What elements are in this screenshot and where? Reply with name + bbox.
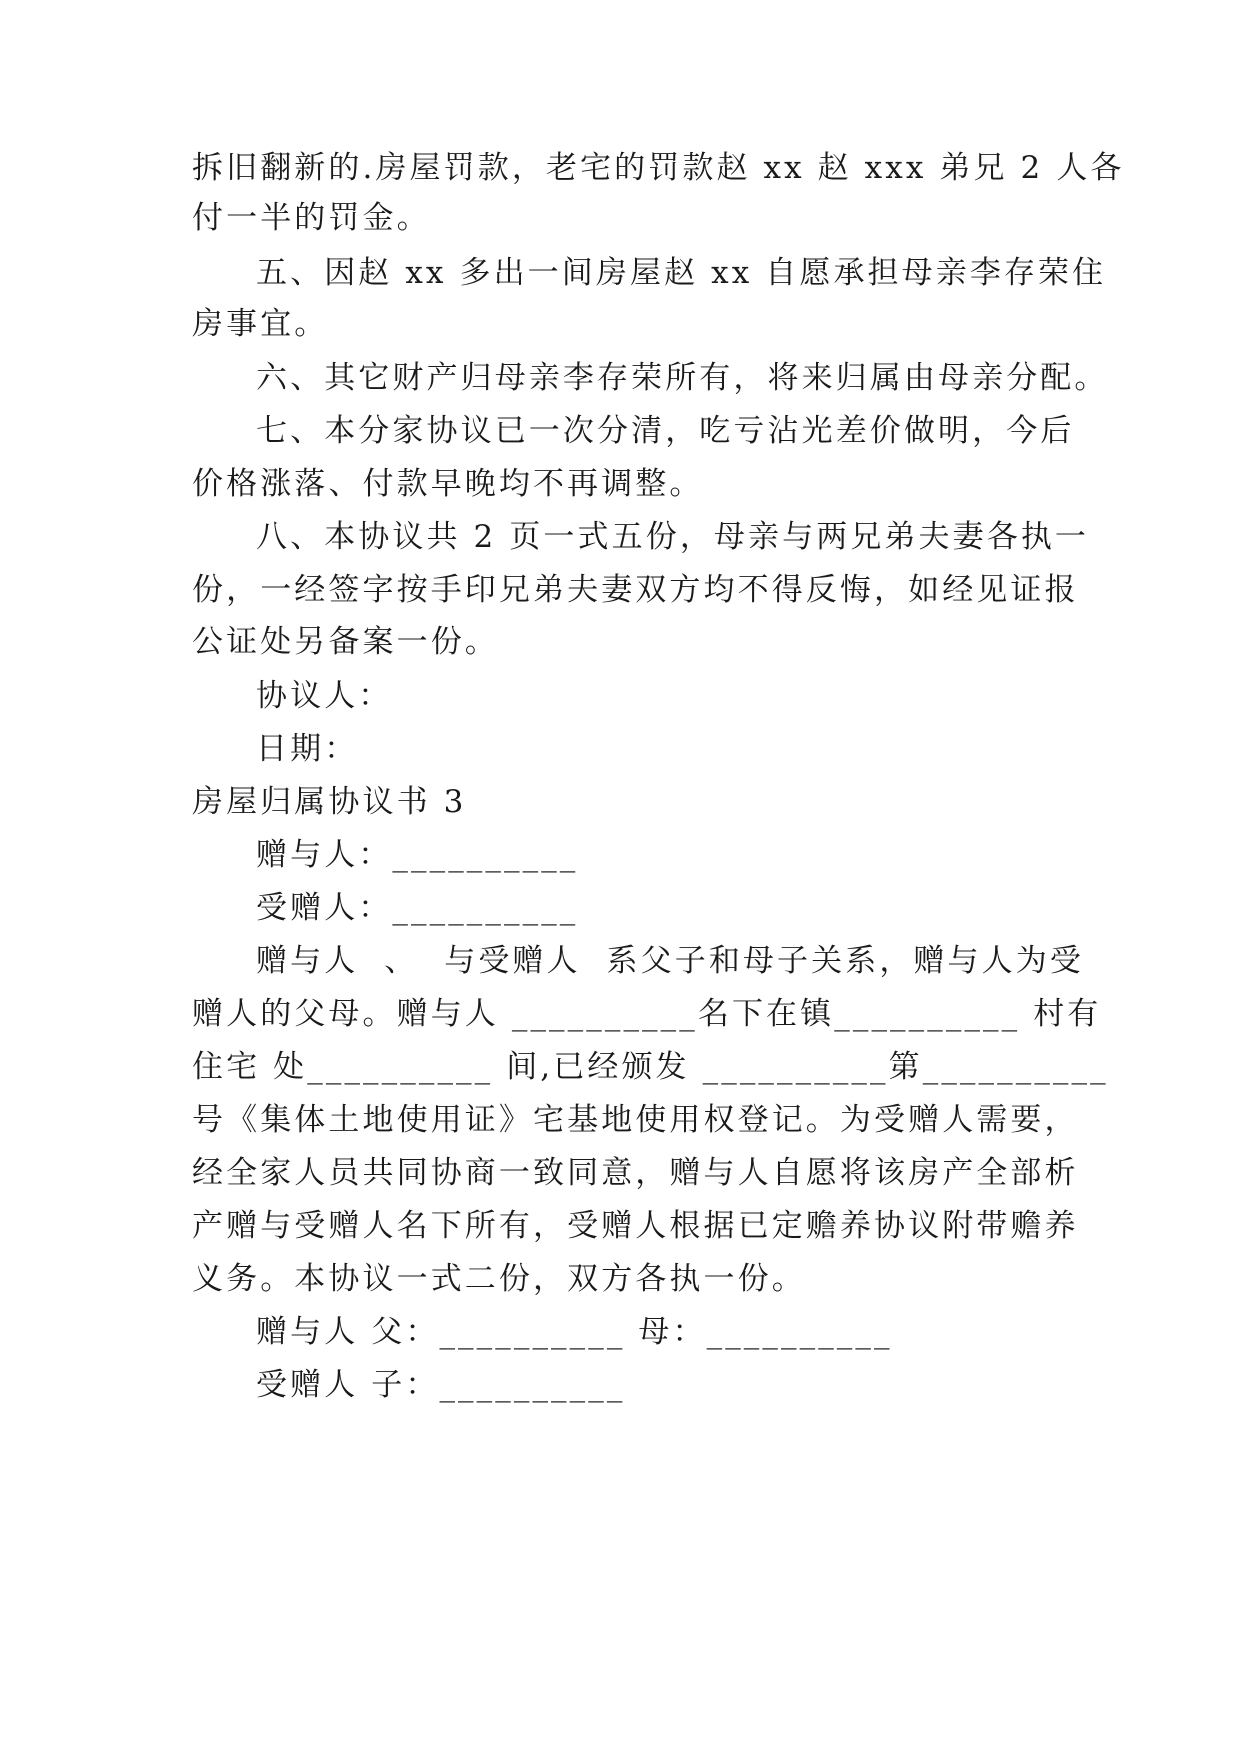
gift-paragraph-line-6: 产赠与受赠人名下所有，受赠人根据已定赡养协议附带赡养 xyxy=(192,1208,1079,1244)
clause-eight-line-1: 八、本协议共 2 页一式五份，母亲与两兄弟夫妻各执一 xyxy=(256,519,1090,555)
gift-paragraph-line-3: 住宅 处__________ 间,已经颁发 __________第__________ xyxy=(192,1049,1109,1085)
paragraph-line-2: 付一半的罚金。 xyxy=(192,200,431,236)
paragraph-line-1: 拆旧翻新的.房屋罚款，老宅的罚款赵 xx 赵 xxx 弟兄 2 人各 xyxy=(192,150,1125,186)
gift-paragraph-line-5: 经全家人员共同协商一致同意，赠与人自愿将该房产全部析 xyxy=(192,1155,1079,1191)
gift-paragraph-line-1: 赠与人 、 与受赠人 系父子和母子关系，赠与人为受 xyxy=(256,943,1084,979)
gift-paragraph-line-7: 义务。本协议一式二份，双方各执一份。 xyxy=(192,1261,806,1297)
donee-field: 受赠人：__________ xyxy=(256,890,579,926)
clause-five-line-1: 五、因赵 xx 多出一间房屋赵 xx 自愿承担母亲李存荣住 xyxy=(256,255,1107,291)
clause-eight-line-2: 份，一经签字按手印兄弟夫妻双方均不得反悔，如经见证报 xyxy=(192,572,1079,608)
donee-signature-field: 受赠人 子：__________ xyxy=(256,1367,626,1403)
clause-eight-line-3: 公证处另备案一份。 xyxy=(192,624,499,660)
gift-paragraph-line-2: 赠人的父母。赠与人 __________名下在镇__________ 村有 xyxy=(192,996,1102,1032)
clause-six: 六、其它财产归母亲李存荣所有，将来归属由母亲分配。 xyxy=(256,360,1109,396)
clause-seven-line-2: 价格涨落、付款早晚均不再调整。 xyxy=(192,466,704,502)
section-title: 房屋归属协议书 3 xyxy=(192,784,467,820)
donor-field: 赠与人：__________ xyxy=(256,837,579,873)
donor-signature-fields: 赠与人 父：__________ 母：__________ xyxy=(256,1314,893,1350)
date-label: 日期： xyxy=(256,731,359,767)
clause-five-line-2: 房事宜。 xyxy=(192,306,329,342)
gift-paragraph-line-4: 号《集体土地使用证》宅基地使用权登记。为受赠人需要， xyxy=(192,1102,1079,1138)
clause-seven-line-1: 七、本分家协议已一次分清，吃亏沾光差价做明，今后 xyxy=(256,413,1075,449)
signatory-label: 协议人： xyxy=(256,678,393,714)
